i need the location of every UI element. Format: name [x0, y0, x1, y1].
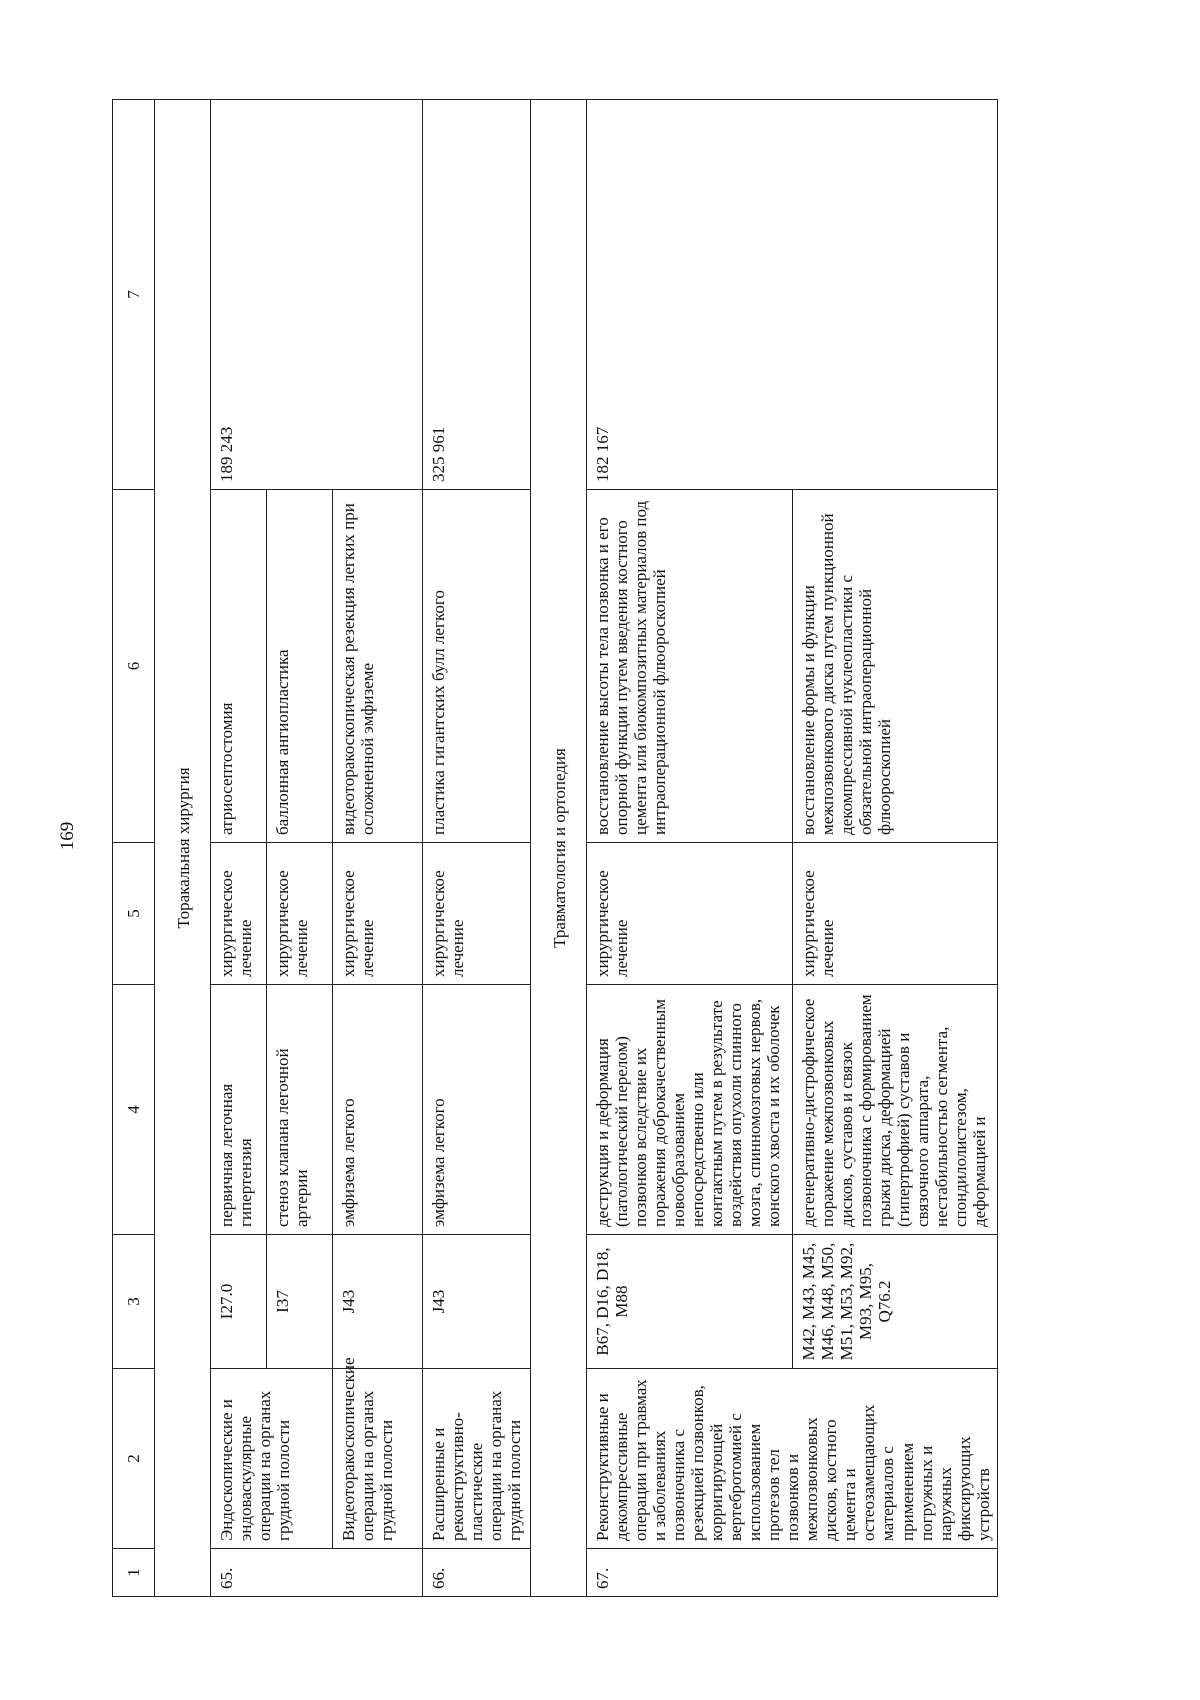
treatment-type: хирургическое лечение: [587, 843, 793, 985]
icd-code: I27.0: [211, 1235, 267, 1369]
row-number: 65.: [211, 1549, 423, 1597]
treatment-method: атриосептостомия: [211, 490, 267, 843]
col-num-3: 3: [113, 1235, 155, 1369]
patient-model: эмфизема легкого: [333, 985, 423, 1235]
patient-model: дегенеративно-дистрофическое поражение межпозвонковых дисков, суставов и связок позвоночника с формированием грыжи диска, деформацией (гипертрофией) суставов и связочного аппарата, нестабильностью сегмента, спондилолистезом, деформацией и: [793, 985, 997, 1235]
col-num-6: 6: [113, 490, 155, 843]
icd-code: J43: [423, 1235, 531, 1369]
icd-code: B67, D16, D18, M88: [587, 1235, 793, 1369]
treatment-type: хирургическое лечение: [211, 843, 267, 985]
icd-code: I37: [267, 1235, 333, 1369]
col-num-1: 1: [113, 1549, 155, 1597]
service-name: Расширенные и реконструктивно-пластические операции на органах грудной полости: [423, 1369, 531, 1549]
treatment-method: баллонная ангиопластика: [267, 490, 333, 843]
column-number-row: [113, 100, 155, 1597]
table-row: [423, 100, 531, 1597]
row-number: 67.: [587, 1549, 998, 1597]
treatment-method: восстановление высоты тела позвонка и его опорной функции путем введения костного цемента или биокомпозитных материалов под интраоперационной флюороскопией: [587, 490, 793, 843]
rotated-page-content: [112, 100, 1200, 1597]
service-name: Видеоторакоскопические операции на органах грудной полости: [333, 1369, 423, 1549]
price: 182 167: [587, 100, 998, 490]
service-name: Реконструктивные и декомпрессивные операции при травмах и заболеваниях позвоночника с резекцией позвонков, корригирующей вертебротомией с использованием протезов тел позвонков и межпозвонковых дисков, костного цемента и остеозамещающих материалов с применением погружных и наружных фиксирующих устройств: [587, 1369, 998, 1549]
col-num-5: 5: [113, 843, 155, 985]
treatment-method: восстановление формы и функции межпозвонкового диска путем пункционной декомпрессивной нуклеопластики с обязательной интраоперационной флюороскопией: [793, 490, 997, 843]
section-row-trauma: [531, 100, 587, 1597]
section-title-trauma: Травматология и ортопедия: [531, 100, 587, 1597]
table-row: [211, 100, 267, 1597]
table-row: [587, 100, 793, 1597]
col-num-7: 7: [113, 100, 155, 490]
section-row-thoracic: [155, 100, 211, 1597]
treatment-type: хирургическое лечение: [793, 843, 997, 985]
price: 189 243: [211, 100, 423, 490]
patient-model: эмфизема легкого: [423, 985, 531, 1235]
treatment-type: хирургическое лечение: [333, 843, 423, 985]
treatment-type: хирургическое лечение: [423, 843, 531, 985]
patient-model: стеноз клапана легочной артерии: [267, 985, 333, 1235]
treatment-type: хирургическое лечение: [267, 843, 333, 985]
icd-code: M42, M43, M45, M46, M48, M50, M51, M53, M92, M93, M95, Q76.2: [793, 1235, 997, 1369]
treatment-method: видеоторакоскопическая резекция легких при осложненной эмфиземе: [333, 490, 423, 843]
page-number: 169: [57, 821, 78, 851]
price: 325 961: [423, 100, 531, 490]
row-number: 66.: [423, 1549, 531, 1597]
col-num-2: 2: [113, 1369, 155, 1549]
services-table: [112, 99, 998, 1597]
patient-model: первичная легочная гипертензия: [211, 985, 267, 1235]
section-title-thoracic: Торакальная хирургия: [155, 100, 211, 1597]
patient-model: деструкция и деформация (патологический перелом) позвонков вследствие их поражения доброкачественным новообразованием непосредственно или контактным путем в результате воздействия опухоли спинного мозга, спинномозговых нервов, конского хвоста и их оболочек: [587, 985, 793, 1235]
icd-code: J43: [333, 1235, 423, 1369]
service-name: Эндоскопические и эндоваскулярные операции на органах грудной полости: [211, 1369, 333, 1549]
col-num-4: 4: [113, 985, 155, 1235]
treatment-method: пластика гигантских булл легкого: [423, 490, 531, 843]
